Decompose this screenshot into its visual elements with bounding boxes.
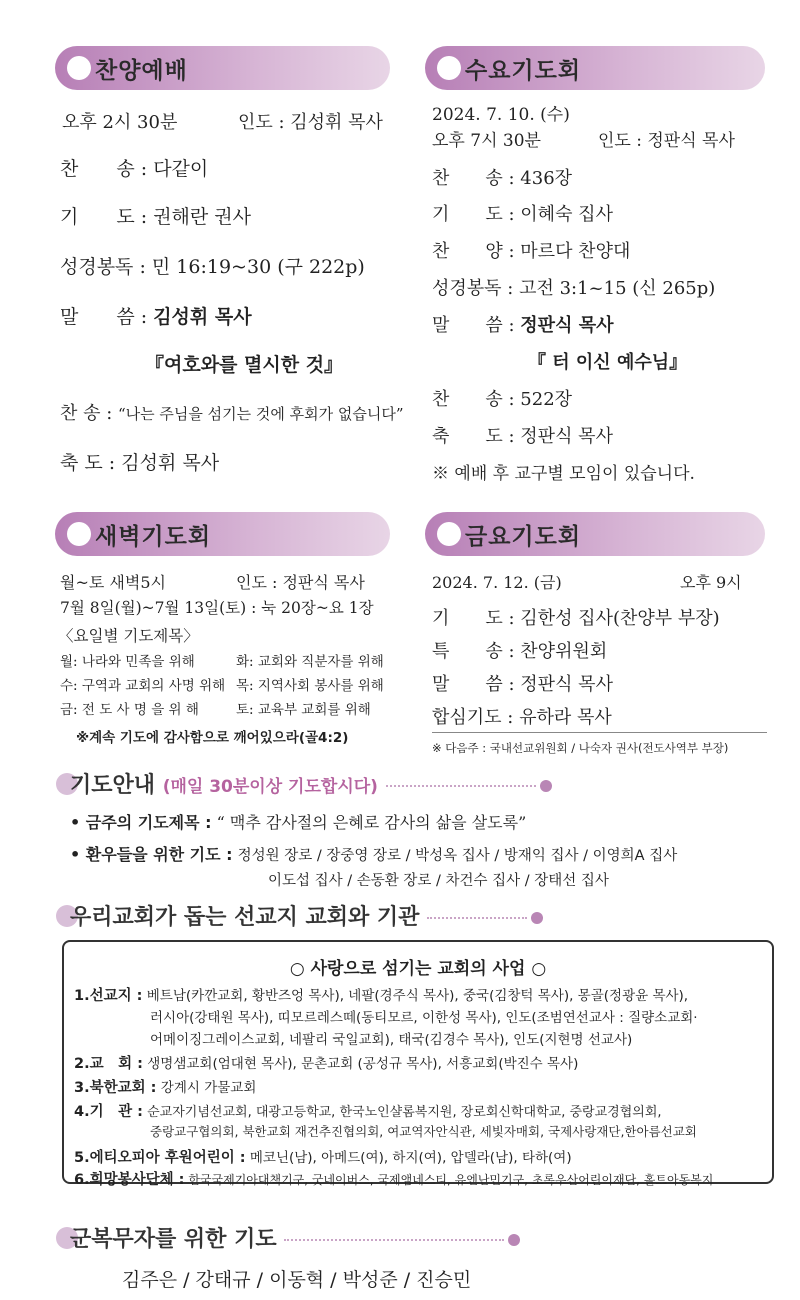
section-title: 금요기도회 [465, 524, 582, 550]
service-time: 월~토 새벽5시 [60, 573, 166, 592]
missions-box [62, 940, 774, 1188]
section-header-friday [425, 512, 765, 556]
order-row: 합심기도 : 유하라 목사 [432, 707, 612, 728]
order-row: 찬 송 : 522장 [432, 389, 573, 410]
divider [432, 732, 767, 733]
service-leader: 인도 : 정판식 목사 [236, 573, 365, 592]
section-header-dawn [55, 512, 390, 556]
service-note: ※ 예배 후 교구별 모임이 있습니다. [432, 464, 695, 484]
mission-line: 6.희망봉사단체 : 한국국제기아대책기구, 굿네이버스, 국제앰네스티, 유엔난민기구, 초록우산어린이재단, 홀트아동복지 [74, 1172, 714, 1188]
order-row: 찬 양 : 마르다 찬양대 [432, 241, 631, 262]
topics-title: 〈요일별 기도제목〉 [58, 627, 199, 645]
order-row: 성경봉독 : 고전 3:1~15 (신 265p) [432, 278, 716, 299]
order-row: 기 도 : 김한성 집사(찬양부 부장) [432, 608, 720, 629]
next-week-note: ※ 다음주 : 국내선교위원회 / 나숙자 권사(전도사역부 부장) [432, 741, 729, 755]
order-row: 말 씀 : 정판식 목사 [432, 315, 614, 336]
section-header-wednesday [425, 46, 765, 90]
order-row: 기 도 : 이혜숙 집사 [432, 204, 613, 225]
mission-line: 4.기 관 : 순교자기념선교회, 대광고등학교, 한국노인샬롬복지원, 장로회신학대학교, 중랑교경협의회, [74, 1104, 662, 1120]
topic-row: 수: 구역과 교회의 사명 위해 목: 지역사회 봉사를 위해 [60, 678, 384, 694]
mission-line: 어메이징그레이스교회, 네팔리 국일교회), 태국(김경수 목사), 인도(지현명 선교사) [150, 1032, 633, 1048]
service-date: 2024. 7. 10. (수) [432, 105, 570, 125]
service-time: 오후 2시 30분 [62, 112, 178, 133]
blessing-row: 축 도 : 김성휘 목사 [60, 452, 220, 474]
order-row: 말 씀 : 김성휘 목사 [60, 306, 252, 328]
box-title: ○ 사랑으로 섬기는 교회의 사업 ○ [289, 959, 547, 979]
order-row: 성경봉독 : 민 16:19~30 (구 222p) [60, 256, 365, 278]
order-row: 말 씀 : 정판식 목사 [432, 674, 613, 695]
hymn-row: 찬 송 : “나는 주님을 섬기는 것에 후회가 없습니다” [60, 403, 404, 424]
mission-line: 중랑교구협의회, 북한교회 재건추진협의회, 여교역자안식관, 세빛자매회, 국제사랑재단,한아름선교회 [150, 1124, 697, 1139]
reading-range: 7월 8일(월)~7월 13일(토) : 눅 20장~요 1장 [60, 599, 374, 617]
sermon-title: 『여호와를 멸시한 것』 [145, 354, 344, 376]
prayer-verse: ※계속 기도에 감사함으로 깨어있으라(골4:2) [76, 730, 349, 746]
order-row: 찬 송 : 다같이 [60, 158, 209, 180]
mission-line: 5.에티오피아 후원어린이 : 메코닌(남), 아메드(여), 하지(여), 압델라(남), 타하(여) [74, 1150, 572, 1166]
topic-row: 월: 나라와 민족을 위해 화: 교회와 직분자를 위해 [60, 654, 384, 670]
section-title: 찬양예배 [95, 58, 188, 84]
prayer-guide-header: 기도안내 (매일 30분이상 기도합시다) [70, 768, 552, 799]
section-title: 새벽기도회 [95, 524, 212, 550]
sermon-title: 『 터 이신 예수님』 [528, 352, 688, 373]
mission-line: 3.북한교회 : 강계시 가물교회 [74, 1080, 257, 1096]
order-row: 기 도 : 권해란 권사 [60, 206, 252, 228]
service-time: 오후 7시 30분 [432, 131, 541, 151]
order-row: 축 도 : 정판식 목사 [432, 426, 613, 447]
mission-line: 러시아(강태원 목사), 띠모르레스떼(동티모르, 이한성 목사), 인도(조범연선교사 : 질량소교회· [150, 1010, 698, 1026]
order-row: 찬 송 : 436장 [432, 168, 573, 189]
prayer-item: • 환우들을 위한 기도 : 정성원 장로 / 장중영 장로 / 박성옥 집사 / 방재익 집사 / 이영희A 집사 [70, 845, 678, 864]
service-leader: 인도 : 정판식 목사 [598, 131, 735, 151]
mission-line: 2.교 회 : 생명샘교회(엄대현 목사), 문촌교회 (공성규 목사), 서흥교회(박진수 목사) [74, 1056, 579, 1072]
section-title: 수요기도회 [465, 58, 582, 84]
military-header: 군복무자를 위한 기도 [70, 1222, 520, 1253]
military-names: 김주은 / 강태규 / 이동혁 / 박성준 / 진승민 [122, 1269, 472, 1291]
mission-line: 1.선교지 : 베트남(카깐교회, 황반즈엉 목사), 네팔(경주식 목사), 중국(김창턱 목사), 몽골(정광윤 목사), [74, 988, 689, 1004]
service-date: 2024. 7. 12. (금) [432, 573, 562, 592]
prayer-item: • 금주의 기도제목 : “ 맥추 감사절의 은혜로 감사의 삶을 살도록” [70, 813, 527, 832]
service-leader: 인도 : 김성휘 목사 [238, 112, 383, 133]
order-row: 특 송 : 찬양위원회 [432, 641, 608, 662]
service-time: 오후 9시 [680, 573, 742, 592]
missions-header: 우리교회가 돕는 선교지 교회와 기관 [70, 900, 543, 931]
section-header-sunday-worship [55, 46, 390, 90]
prayer-item-continued: 이도섭 집사 / 손동환 장로 / 차건수 집사 / 장태선 집사 [268, 873, 609, 889]
topic-row: 금: 전 도 사 명 을 위 해 토: 교육부 교회를 위해 [60, 702, 371, 718]
